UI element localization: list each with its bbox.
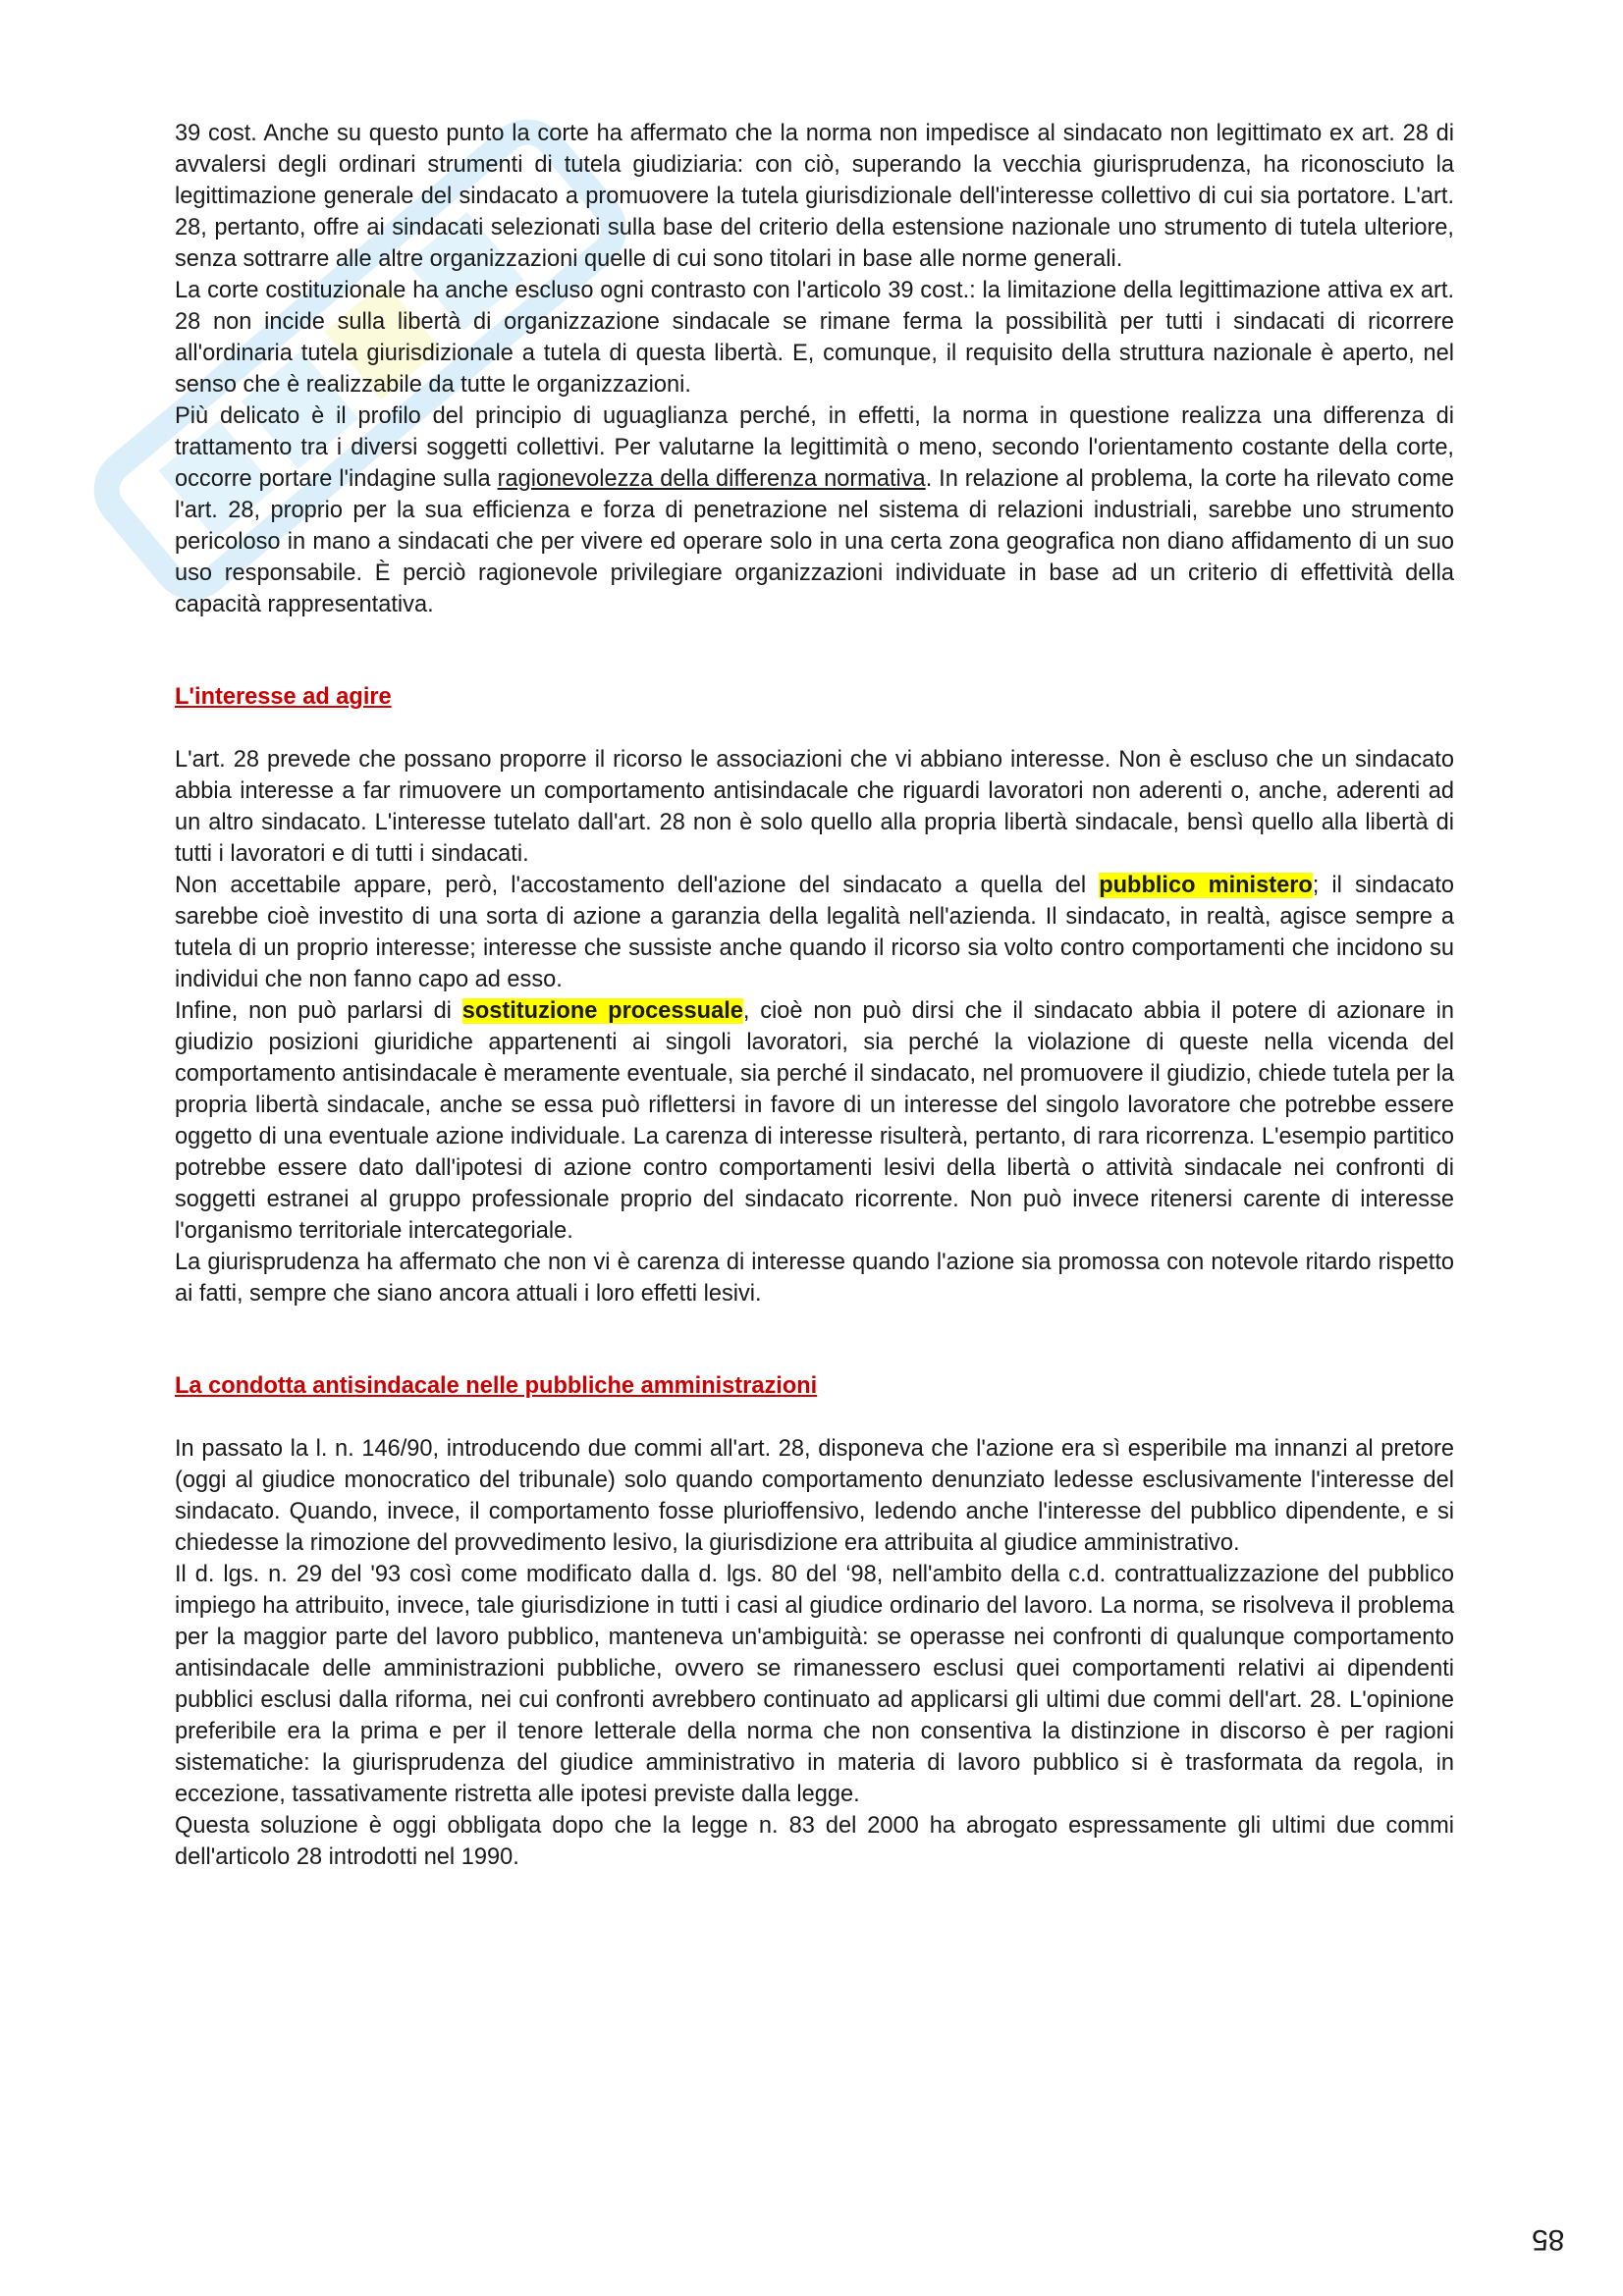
main-text bbox=[175, 118, 1454, 1873]
paragraph: Infine, non può parlarsi di sostituzione processuale, cioè non può dirsi che il sindacato abbia il potere di azionare in giudizio posizioni giuridiche appartenenti ai singoli lavoratori, sia perché la violazione di queste nella vicenda del comportamento antisindacale è meramente eventuale, sia perché il sindacato, nel promuovere il giudizio, chiede tutela per la propria libertà sindacale, anche se essa può riflettersi in favore di un interesse del singolo lavoratore che potrebbe essere oggetto di una eventuale azione individuale. La carenza di interesse risulterà, pertanto, di rara ricorrenza. L'esempio partitico potrebbe essere dato dall'ipotesi di azione contro comportamenti lesivi della libertà o attività sindacale nei confronti di soggetti estranei al gruppo professionale proprio del sindacato ricorrente. Non può invece ritenersi carente di interesse l'organismo territoriale intercategoriale. bbox=[175, 998, 1454, 1244]
underlined-term: ragionevolezza della differenza normativa bbox=[497, 466, 926, 492]
section-heading: L'interesse ad agire bbox=[175, 684, 392, 710]
highlighted-term: sostituzione processuale bbox=[461, 998, 743, 1024]
paragraph: In passato la l. n. 146/90, introducendo due commi all'art. 28, disponeva che l'azione era sì esperibile ma innanzi al pretore (oggi al giudice monocratico del tribunale) solo quando comportamento denunziato ledesse esclusivamente l'interesse del sindacato. Quando, invece, il comportamento fosse plurioffensivo, ledendo anche l'interesse del pubblico dipendente, e si chiedesse la rimozione del provvedimento lesivo, la giurisdizione era attribuita al giudice amministrativo. bbox=[175, 1436, 1454, 1556]
paragraph: Il d. lgs. n. 29 del '93 così come modificato dalla d. lgs. 80 del ‘98, nell'ambito della c.d. contrattualizzazione del pubblico impiego ha attribuito, invece, tale giurisdizione in tutti i casi al giudice ordinario del lavoro. La norma, se risolveva il problema per la maggior parte del lavoro pubblico, manteneva un'ambiguità: se operasse nei confronti di qualunque comportamento antisindacale delle amministrazioni pubbliche, ovvero se rimanessero esclusi quei comportamenti relativi ai dipendenti pubblici esclusi dalla riforma, nei cui confronti avrebbero continuato ad applicarsi gli ultimi due commi dell'art. 28. L'opinione preferibile era la prima e per il tenore letterale della norma che non consentiva la distinzione in discorso è per ragioni sistematiche: la giurisprudenza del giudice amministrativo in materia di lavoro pubblico si è trasformata da regola, in eccezione, tassativamente ristretta alle ipotesi previste dalla legge. bbox=[175, 1562, 1454, 1807]
page-number: 85 bbox=[1532, 2223, 1565, 2256]
paragraph: Più delicato è il profilo del principio di uguaglianza perché, in effetti, la norma in questione realizza una differenza di trattamento tra i diversi soggetti collettivi. Per valutarne la legittimità o meno, secondo l'orientamento costante della corte, occorre portare l'indagine sulla ragionevolezza della differenza normativa. In relazione al problema, la corte ha rilevato come l'art. 28, proprio per la sua efficienza e forza di penetrazione nel sistema di relazioni industriali, sarebbe uno strumento pericoloso in mano a sindacati che per vivere ed operare solo in una certa zona geografica non diano affidamento di un suo uso responsabile. È perciò ragionevole privilegiare organizzazioni individuate in base ad un criterio di effettività della capacità rappresentativa. bbox=[175, 403, 1455, 617]
highlighted-term: pubblico ministero bbox=[1099, 873, 1313, 898]
paragraph: Non accettabile appare, però, l'accostamento dell'azione del sindacato a quella del pubblico ministero; il sindacato sarebbe cioè investito di una sorta di azione a garanzia della legalità nell'azienda. Il sindacato, in realtà, agisce sempre a tutela di un proprio interesse; interesse che sussiste anche quando il ricorso sia volto contro comportamenti che incidono su individui che non fanno capo ad esso. bbox=[175, 873, 1454, 992]
paragraph: L'art. 28 prevede che possano proporre il ricorso le associazioni che vi abbiano interesse. Non è escluso che un sindacato abbia interesse a far rimuovere un comportamento antisindacale che riguardi lavoratori non aderenti o, anche, aderenti ad un altro sindacato. L'interesse tutelato dall'art. 28 non è solo quello alla propria libertà sindacale, bensì quello alla libertà di tutti i lavoratori e di tutti i sindacati. bbox=[175, 747, 1454, 867]
section-heading: La condotta antisindacale nelle pubbliche amministrazioni bbox=[175, 1373, 818, 1399]
paragraph: Questa soluzione è oggi obbligata dopo che la legge n. 83 del 2000 ha abrogato espressamente gli ultimi due commi dell'articolo 28 introdotti nel 1990. bbox=[175, 1813, 1454, 1870]
paragraph: La corte costituzionale ha anche escluso ogni contrasto con l'articolo 39 cost.: la limitazione della legittimazione attiva ex art. 28 non incide sulla libertà di organizzazione sindacale se rimane ferma la possibilità per tutti i sindacati di ricorrere all'ordinaria tutela giurisdizionale a tutela di questa libertà. E, comunque, il requisito della struttura nazionale è aperto, nel senso che è realizzabile da tutte le organizzazioni. bbox=[175, 278, 1454, 398]
paragraph: La giurisprudenza ha affermato che non vi è carenza di interesse quando l'azione sia promossa con notevole ritardo rispetto ai fatti, sempre che siano ancora attuali i loro effetti lesivi. bbox=[175, 1250, 1454, 1307]
paragraph: 39 cost. Anche su questo punto la corte ha affermato che la norma non impedisce al sindacato non legittimato ex art. 28 di avvalersi degli ordinari strumenti di tutela giudiziaria: con ciò, superando la vecchia giurisprudenza, ha riconosciuto la legittimazione generale del sindacato a promuovere la tutela giurisdizionale dell'interesse collettivo di cui sia portatore. L'art. 28, pertanto, offre ai sindacati selezionati sulla base del criterio della estensione nazionale uno strumento di tutela ulteriore, senza sottrarre alle altre organizzazioni quelle di cui sono titolari in base alle norme generali. bbox=[175, 121, 1454, 272]
